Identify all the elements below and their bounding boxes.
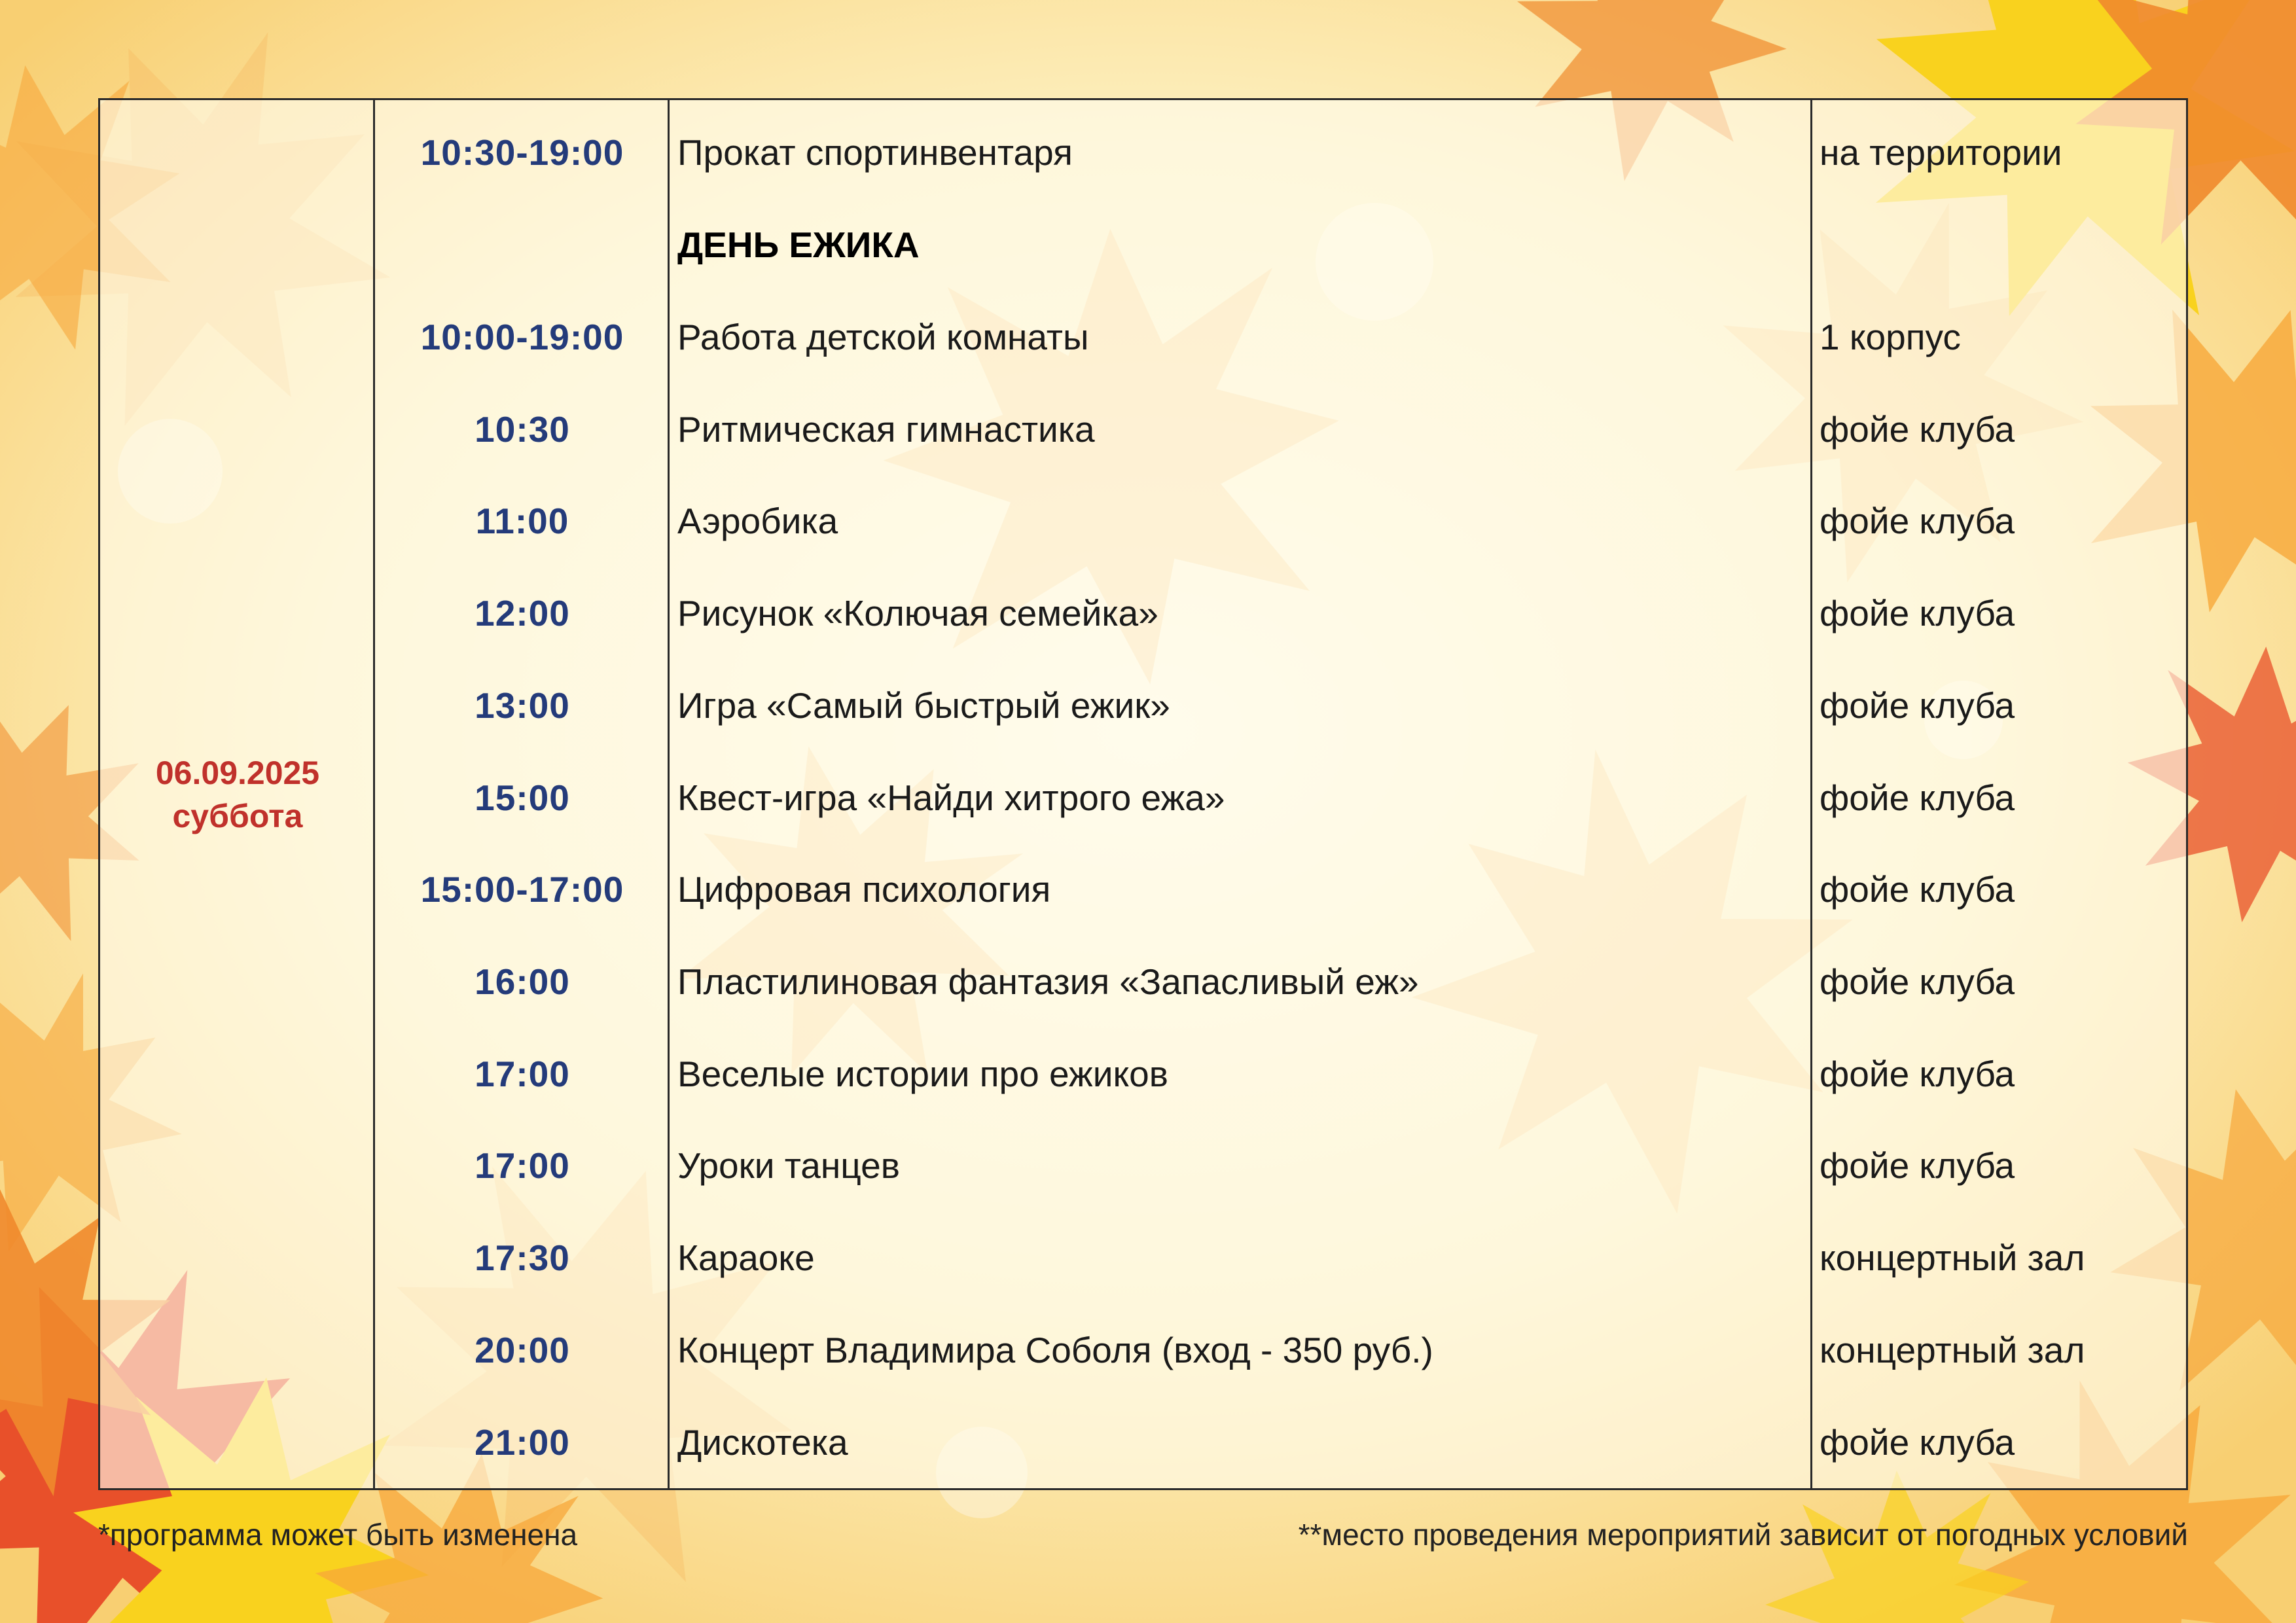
event-title: Караоке	[677, 1238, 815, 1279]
weekday-label: суббота	[172, 797, 303, 834]
schedule-row	[375, 475, 2186, 567]
event-time: 10:30-19:00	[420, 132, 624, 173]
event-title: Квест-игра «Найди хитрого ежа»	[677, 777, 1225, 818]
event-time: 15:00-17:00	[420, 869, 624, 910]
event-place: фойе клуба	[1820, 1145, 2015, 1186]
schedule-rows	[375, 100, 2186, 1488]
schedule-row	[375, 383, 2186, 475]
event-place: фойе клуба	[1820, 777, 2015, 818]
event-title: Концерт Владимира Соболя (вход - 350 руб.)	[677, 1329, 1433, 1370]
footnote-program-may-change: *программа может быть изменена	[98, 1518, 578, 1552]
schedule-row	[375, 1120, 2186, 1212]
event-place: фойе клуба	[1820, 501, 2015, 542]
event-place: фойе клуба	[1820, 593, 2015, 634]
event-place: фойе клуба	[1820, 685, 2015, 726]
event-title: Веселые истории про ежиков	[677, 1053, 1168, 1094]
event-title: Дискотека	[677, 1421, 848, 1463]
event-time: 17:30	[475, 1238, 570, 1279]
schedule-row	[375, 1304, 2186, 1397]
event-time: 13:00	[475, 685, 570, 726]
event-time: 17:00	[475, 1053, 570, 1094]
schedule-row	[375, 1212, 2186, 1304]
schedule-row	[375, 659, 2186, 751]
event-place: фойе клуба	[1820, 408, 2015, 450]
event-place: концертный зал	[1820, 1329, 2085, 1370]
event-time: 17:00	[475, 1145, 570, 1186]
schedule-row	[375, 751, 2186, 844]
event-time: 10:30	[475, 408, 570, 450]
schedule-row	[375, 199, 2186, 291]
event-title: Уроки танцев	[677, 1145, 900, 1186]
date-label: 06.09.2025	[155, 754, 320, 791]
event-time: 16:00	[475, 961, 570, 1002]
event-place: фойе клуба	[1820, 869, 2015, 910]
schedule-row	[375, 567, 2186, 660]
schedule-row	[375, 844, 2186, 936]
schedule-table	[98, 98, 2188, 1490]
event-place: фойе клуба	[1820, 1421, 2015, 1463]
section-heading: ДЕНЬ ЕЖИКА	[677, 224, 920, 266]
event-time: 12:00	[475, 593, 570, 634]
event-time: 15:00	[475, 777, 570, 818]
event-title: Прокат спортинвентаря	[677, 132, 1073, 173]
event-title: Ритмическая гимнастика	[677, 408, 1095, 450]
schedule-row	[375, 936, 2186, 1028]
footnote-weather-dependent: **место проведения мероприятий зависит от погодных условий	[1298, 1518, 2188, 1552]
event-title: Цифровая психология	[677, 869, 1051, 910]
event-place: фойе клуба	[1820, 1053, 2015, 1094]
event-time: 20:00	[475, 1329, 570, 1370]
event-title: Пластилиновая фантазия «Запасливый еж»	[677, 961, 1419, 1002]
event-time: 11:00	[475, 501, 569, 542]
event-place: 1 корпус	[1820, 316, 1961, 357]
event-place: фойе клуба	[1820, 961, 2015, 1002]
event-title: Игра «Самый быстрый ежик»	[677, 685, 1170, 726]
event-title: Работа детской комнаты	[677, 316, 1089, 357]
event-place: на территории	[1820, 132, 2062, 173]
schedule-row	[375, 107, 2186, 199]
schedule-row	[375, 291, 2186, 383]
schedule-row	[375, 1027, 2186, 1120]
event-time: 21:00	[475, 1421, 570, 1463]
event-place: концертный зал	[1820, 1238, 2085, 1279]
event-title: Рисунок «Колючая семейка»	[677, 593, 1158, 634]
schedule-row	[375, 1396, 2186, 1488]
event-time: 10:00-19:00	[420, 316, 624, 357]
event-title: Аэробика	[677, 501, 838, 542]
date-cell	[100, 100, 375, 1488]
